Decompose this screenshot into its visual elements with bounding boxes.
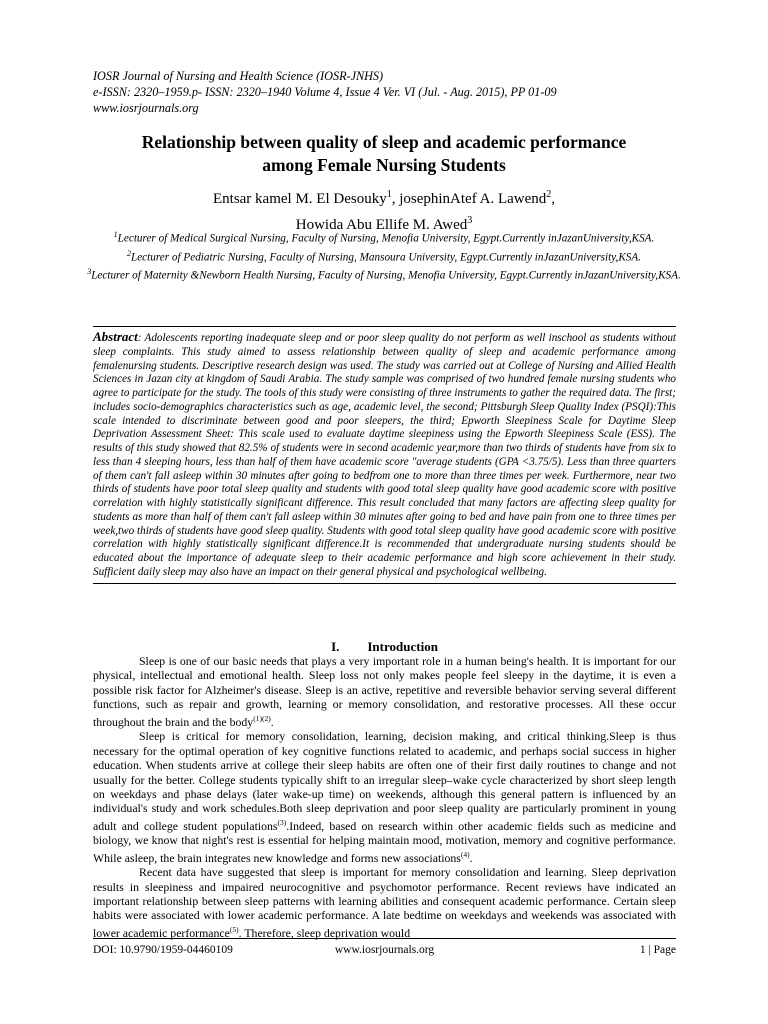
author-affiliation-mark: 2 [546, 189, 552, 200]
affiliation-item [80, 247, 688, 266]
footer-site[interactable]: www.iosrjournals.org [334, 944, 435, 956]
citation-mark: (4) [460, 849, 470, 859]
section-title: Introduction [367, 639, 438, 654]
paragraph-text: Sleep is critical for memory consolidation, learning, decision making, and critical thinking.Sleep is thus necessary for the optimal operation of key cognitive functions related to academic, and perhaps social success in higher education. When students arrive at college their sleep habits are often one of their first daily routines to change and not usually for the better. College students typically shift to an irregular sleep–wake cycle characterized by short sleep length on weekdays and phase delays (later wake-up time) on weekends, although this general pattern is influenced by an individual's study and work schedules.Both sleep deprivation and poor sleep quality are particularly prominent in young adult and college student populations [93, 729, 676, 833]
paragraph-text: . [469, 850, 473, 865]
author-line-1 [80, 184, 688, 210]
affiliation-mark: 3 [87, 267, 92, 277]
affiliation-text: Lecturer of Pediatric Nursing, Faculty of Nursing, Mansoura University, Egypt.Currently inJazanUniversity,KSA. [130, 251, 642, 264]
page-footer [93, 938, 676, 956]
affiliation-text: Lecturer of Maternity &Newborn Health Nursing, Faculty of Nursing, Menofia University, Egypt.Currently inJazanUniversity,KSA. [91, 269, 681, 282]
journal-name: IOSR Journal of Nursing and Health Science (IOSR-JNHS) [93, 69, 384, 83]
affiliation-mark: 2 [126, 248, 131, 258]
journal-url[interactable]: www.iosrjournals.org [93, 101, 199, 115]
paper-title-line-1: Relationship between quality of sleep and academic performance [141, 132, 627, 152]
author-name: Entsar kamel M. El Desouky [212, 191, 387, 207]
paragraph [93, 729, 676, 865]
paragraph [93, 865, 676, 940]
journal-header [93, 68, 693, 116]
paragraph-text: . Therefore, sleep deprivation would [238, 925, 411, 940]
abstract-label: Abstract [93, 329, 138, 344]
paper-title [80, 131, 688, 177]
affiliation-item [80, 265, 688, 284]
author-affiliation-mark: 3 [467, 215, 473, 226]
citation-mark: (1)(2) [253, 713, 271, 723]
author-separator: , [391, 191, 400, 207]
abstract-text: : Adolescents reporting inadequate sleep and or poor sleep quality do not perform as well inschool as students without sleep complaints. This study aimed to assess relationship between quality of sleep and academic performance among femalenursing students. Descriptive research design was used. The study was carried out at College of Nursing and Allied Health Sciences in Jazan city at kingdom of Saudi Arabia. The study sample was comprised of two hundred female nursing students who agree to participate for the study. The tools of this study were consisting of three instruments to gather the required data. The first; includes socio-demographics characteristics such as age, academic level, the second; Pittsburgh Sleep Quality Index (PSQI):This scale intended to discriminate between good and poor sleepers, the third; Epworth Sleepiness Scale for Daytime Sleep Deprivation Assessment Sheet: This scale used to evaluate daytime sleepiness using the Epworth Sleepiness Scale (ESS). The results of this study showed that 82.5% of students were in second academic year,more than two thirds of students have from six to less than 4 sleeping hours, less than half of them have academic score "average students (GPA <3.75/5). Less than three quarters of them can't fall asleep within 30 minutes after going to bedfrom one to more than three times per week. Furthermore, near two thirds of students have poor total sleep quality and students with good total sleep quality have good academic score with positive correlation with highly statistically significant difference. This result concluded that many factors are affecting sleep quality for students as more than half of them can't fall asleep within 30 minutes after going to bed and have pain from one to three times per week,two thirds of students have good sleep quality. Students with good total sleep quality have good academic score with positive correlation with highly statistically significant difference.It is recommended that undergraduate nursing students should be educated about the importance of adequate sleep to their academic performance and high score achievement in their study. Sufficient daily sleep may also have an impact on their general physical and psychological wellbeing. [93, 332, 676, 578]
paper-title-line-2: among Female Nursing Students [262, 155, 506, 175]
author-affiliation-mark: 1 [386, 189, 392, 200]
paragraph-text: .Indeed, based on research within other academic fields such as medicine and biology, we know that night's rest is essential for helping maintain mood, motivation, memory and cognitive performance. While asleep, the brain integrates new knowledge and forms new associations [93, 818, 676, 865]
citation-mark: (5) [229, 924, 239, 934]
footer-doi: DOI: 10.9790/1959-04460109 [93, 944, 233, 956]
paragraph-text: Sleep is one of our basic needs that plays a very important role in a human being's health. It is important for our physical, intellectual and emotional health. Sleep loss not only makes people feel sleepy in the daytime, it is even a possible risk factor for Alzheimer's disease. Sleep is an active, repetitive and reversible behavior serving several different functions, such as repair and growth, learning or memory consolidation, and restorative processes. All these occur throughout the brain and the body [93, 654, 676, 729]
author-name: josephinAtef A. Lawend [399, 191, 547, 207]
section-number: I. [331, 639, 340, 654]
abstract-block [93, 326, 676, 584]
paragraph [93, 654, 676, 729]
author-separator: , [551, 191, 556, 207]
affiliation-list [80, 228, 688, 284]
affiliation-item [80, 228, 688, 247]
body-text [93, 654, 676, 940]
footer-page-number: 1 | Page [639, 944, 676, 956]
author-name: Howida Abu Ellife M. Awed [295, 217, 468, 233]
paragraph-text: . [270, 714, 274, 729]
affiliation-mark: 1 [113, 230, 118, 239]
citation-mark: (3) [277, 817, 287, 827]
section-heading [93, 639, 676, 655]
paragraph-text: Recent data have suggested that sleep is important for memory consolidation and learning. Sleep deprivation results in sleepiness and impaired neurocognitive and psychomotor performance. Recent reviews have indicated an important relationship between sleep patterns with learning abilities and consequent academic performance. Certain sleep habits were associated with lower academic performance. A late bedtime on weekdays and weekends was associated with lower academic performance [93, 865, 676, 940]
journal-issn: e-ISSN: 2320–1959.p- ISSN: 2320–1940 Volume 4, Issue 4 Ver. VI (Jul. - Aug. 2015), PP 01-09 [93, 85, 557, 99]
affiliation-text: Lecturer of Medical Surgical Nursing, Faculty of Nursing, Menofia University, Egypt.Currently inJazanUniversity,KSA. [117, 232, 655, 245]
